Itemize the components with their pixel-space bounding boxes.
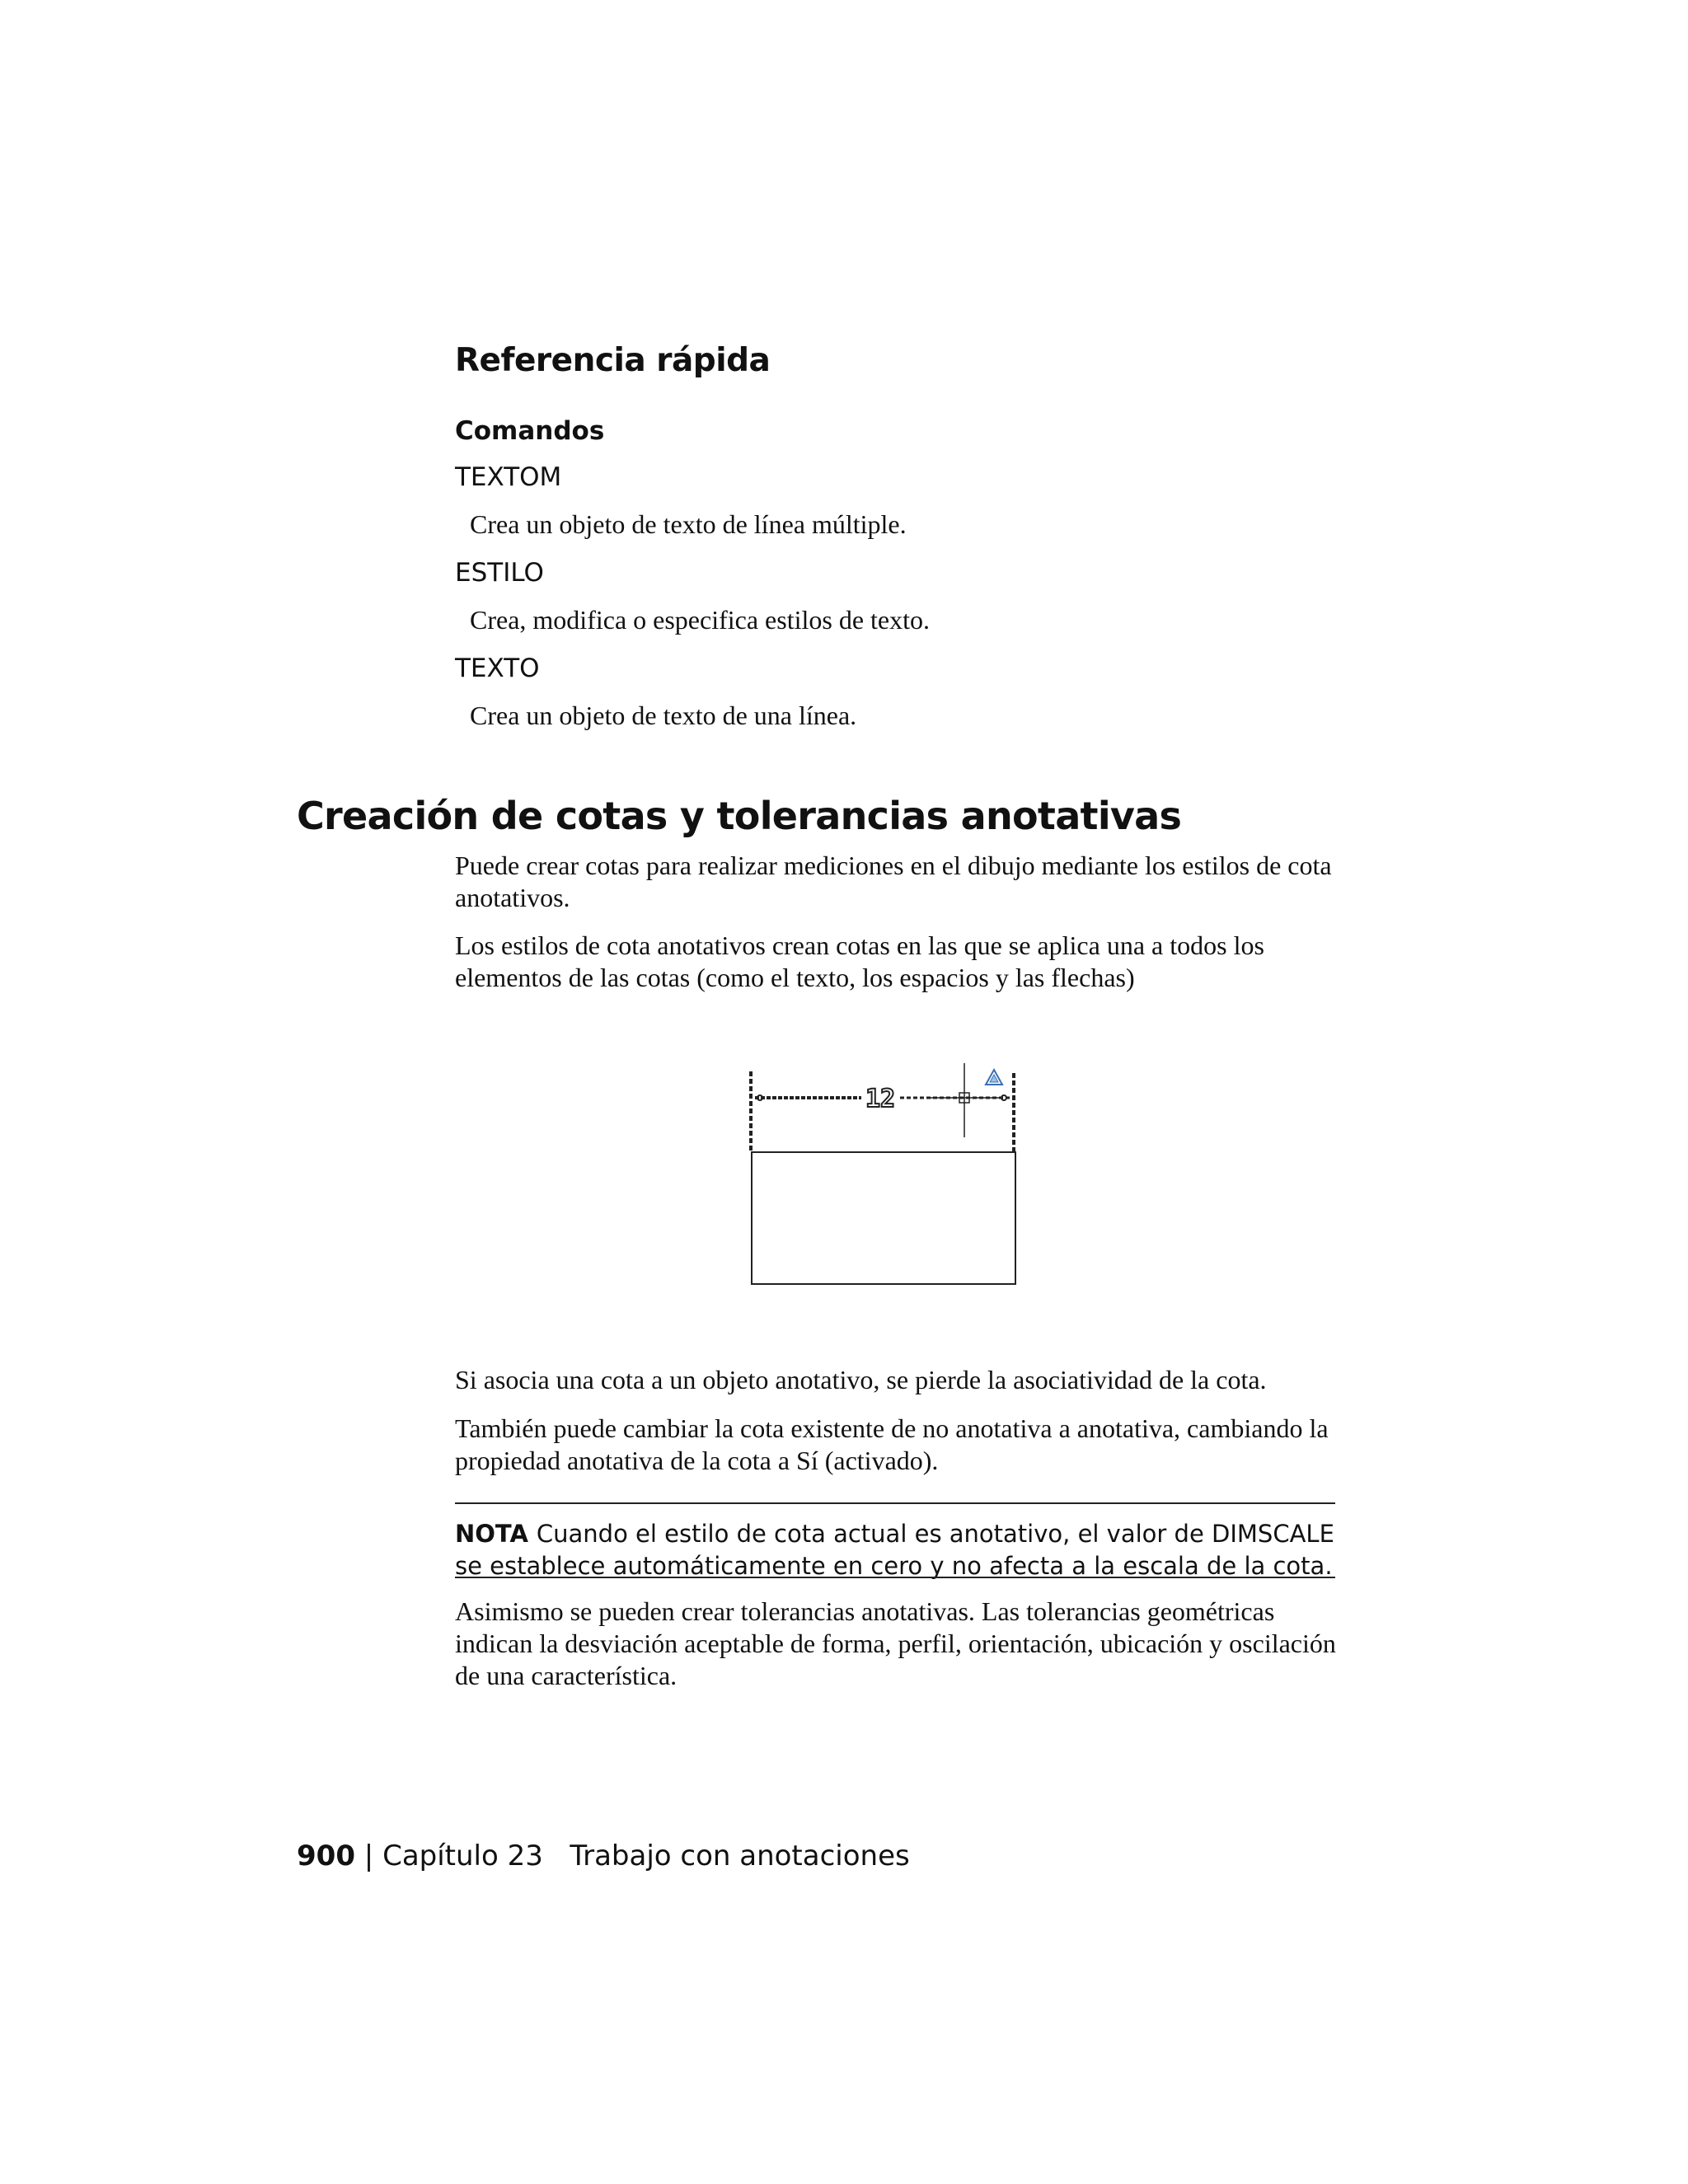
command-name-estilo: ESTILO (455, 558, 544, 588)
note-rule-top (455, 1502, 1335, 1504)
command-name-texto: TEXTO (455, 654, 540, 683)
note-label: NOTA (455, 1520, 528, 1548)
paragraph-tolerances: Asimismo se pueden crear tolerancias anotativas. Las tolerancias geométricas indican la desviación aceptable de forma, perfil, orientación, ubicación y oscilación de una característica. (455, 1596, 1336, 1690)
footer-chapter-title: Trabajo con anotaciones (570, 1840, 910, 1872)
command-description-estilo: Crea, modifica o especifica estilos de texto. (470, 605, 931, 635)
paragraph-associativity: Si asocia una cota a un objeto anotativo, se pierde la asociatividad de la cota. (455, 1365, 1267, 1394)
command-description-textom: Crea un objeto de texto de línea múltiple. (470, 509, 907, 539)
dimension-figure (742, 1063, 1039, 1310)
arrow-right (1001, 1095, 1006, 1100)
paragraph-change-dimension: También puede cambiar la cota existente de no anotativa a anotativa, cambiando la propiedad anotativa de la cota a Sí (activado). (455, 1413, 1329, 1475)
commands-heading: Comandos (455, 416, 605, 446)
paragraph-annotative-styles: Los estilos de cota anotativos crean cotas en las que se aplica una a todos los elementos de las cotas (como el texto, los espacios y las flechas) (455, 930, 1264, 992)
arrow-left (757, 1095, 762, 1100)
footer-separator: | (363, 1840, 374, 1872)
note-rule-bottom (455, 1577, 1335, 1578)
annotative-scale-icon (986, 1070, 1002, 1085)
page-number: 900 (297, 1840, 355, 1872)
dimension-text: 12 (865, 1085, 896, 1113)
rectangle-object (752, 1152, 1015, 1284)
command-description-texto: Crea un objeto de texto de una línea. (470, 701, 857, 730)
section-title: Creación de cotas y tolerancias anotativas (297, 794, 1182, 838)
paragraph-intro: Puede crear cotas para realizar mediciones en el dibujo mediante los estilos de cota anotativos. (455, 851, 1332, 912)
page-footer (297, 1840, 910, 1872)
note-text: Cuando el estilo de cota actual es anotativo, el valor de DIMSCALE se establece automáticamente en cero y no afecta a la escala de la cota. (455, 1520, 1334, 1580)
quick-reference-heading: Referencia rápida (455, 342, 771, 379)
footer-chapter: Capítulo 23 (382, 1840, 543, 1872)
command-name-textom: TEXTOM (455, 462, 562, 492)
note-block (455, 1518, 1337, 1582)
